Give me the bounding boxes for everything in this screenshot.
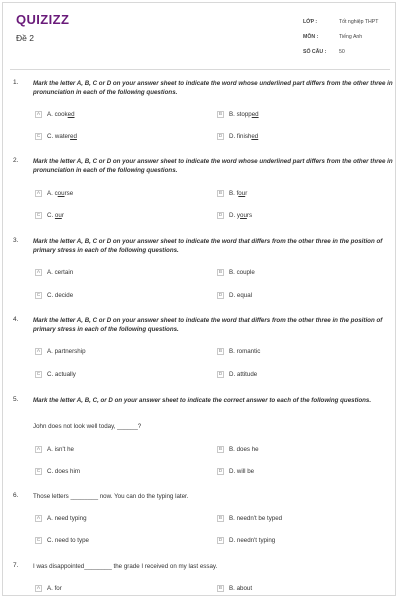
- option-letter-box: B: [218, 585, 223, 591]
- option-a[interactable]: [35, 513, 87, 523]
- question-number: 3.: [13, 237, 19, 244]
- option-d[interactable]: [217, 466, 254, 476]
- option-d[interactable]: [217, 535, 275, 545]
- option-a[interactable]: [35, 267, 73, 277]
- option-letter-box: C: [36, 371, 41, 377]
- option-letter-box: D: [218, 371, 223, 377]
- option-d[interactable]: [217, 369, 257, 379]
- option-text: B. couple: [229, 268, 255, 276]
- question-prompt: John does not look well today, ______?: [33, 423, 142, 430]
- option-letter-box: D: [218, 537, 223, 543]
- option-text: C. need to type: [47, 536, 89, 544]
- question-text: Mark the letter A, B, C or D on your answer sheet to indicate the word whose underlined part differs from the other three in pronunciation in each of the following questions.: [33, 158, 393, 174]
- option-letter-box: B: [218, 348, 223, 354]
- option-letter-box: A: [36, 111, 41, 117]
- meta-row-class: [303, 14, 393, 29]
- meta-info: [303, 14, 393, 59]
- option-d[interactable]: [217, 210, 252, 220]
- quizizz-logo: QUIZIZZ: [16, 12, 70, 27]
- option-letter-box: B: [218, 446, 223, 452]
- option-text: B. stopped: [229, 110, 259, 118]
- option-d[interactable]: [217, 290, 252, 300]
- meta-row-count: [303, 44, 393, 59]
- question-number: 2.: [13, 157, 19, 164]
- option-letter-box: A: [36, 269, 41, 275]
- option-letter-box: A: [36, 348, 41, 354]
- option-letter-box: A: [36, 585, 41, 591]
- option-a[interactable]: [35, 109, 75, 119]
- option-text: A. course: [47, 189, 74, 197]
- question-number: 1.: [13, 79, 19, 86]
- option-b[interactable]: [217, 346, 260, 356]
- question-text: Those letters ________ now. You can do the typing later.: [33, 493, 189, 500]
- option-text: D. yours: [229, 211, 253, 219]
- meta-key: SỐ CÂU :: [303, 48, 327, 55]
- option-text: D. needn't typing: [229, 536, 276, 544]
- option-letter-box: D: [218, 468, 223, 474]
- option-text: B. needn't be typed: [229, 514, 283, 522]
- option-a[interactable]: [35, 444, 74, 454]
- option-letter-box: D: [218, 133, 223, 139]
- option-letter-box: A: [36, 515, 41, 521]
- option-text: A. partnership: [47, 347, 86, 355]
- option-text: B. does he: [229, 445, 259, 453]
- option-c[interactable]: [35, 369, 76, 379]
- question-text: Mark the letter A, B, C, or D on your answer sheet to indicate the correct answer to each of the following questions.: [33, 397, 372, 404]
- question-number: 5.: [13, 396, 19, 403]
- option-b[interactable]: [217, 444, 259, 454]
- option-letter-box: B: [218, 515, 223, 521]
- option-text: A. certain: [47, 268, 74, 276]
- option-text: C. our: [47, 211, 64, 219]
- meta-value: 50: [339, 48, 345, 55]
- option-text: C. does him: [47, 467, 81, 475]
- option-text: D. finished: [229, 132, 259, 140]
- document-title: Đề 2: [16, 33, 34, 43]
- meta-value: Tốt nghiệp THPT: [339, 18, 379, 25]
- option-letter-box: A: [36, 190, 41, 196]
- option-text: B. four: [229, 189, 248, 197]
- option-text: D. equal: [229, 291, 253, 299]
- option-text: A. for: [47, 584, 62, 592]
- header-divider: [10, 69, 390, 70]
- question-text: Mark the letter A, B, C or D on your answer sheet to indicate the word that differs from the other three in the position of primary stress in each of the following questions.: [33, 317, 383, 333]
- question-text: Mark the letter A, B, C or D on your answer sheet to indicate the word that differs from the other three in the position of primary stress in each of the following questions.: [33, 238, 383, 254]
- option-d[interactable]: [217, 131, 258, 141]
- option-a[interactable]: [35, 583, 62, 593]
- option-letter-box: C: [36, 468, 41, 474]
- option-c[interactable]: [35, 131, 77, 141]
- option-a[interactable]: [35, 346, 86, 356]
- question-number: 6.: [13, 492, 19, 499]
- option-letter-box: B: [218, 111, 223, 117]
- option-letter-box: B: [218, 269, 223, 275]
- question-number: 4.: [13, 316, 19, 323]
- option-text: C. decide: [47, 291, 74, 299]
- question-number: 7.: [13, 562, 19, 569]
- option-text: C. actually: [47, 370, 76, 378]
- question-text: I was disappointed________ the grade I received on my last essay.: [33, 563, 218, 570]
- option-text: D. will be: [229, 467, 255, 475]
- option-b[interactable]: [217, 513, 282, 523]
- option-letter-box: D: [218, 292, 223, 298]
- option-text: A. need typing: [47, 514, 87, 522]
- option-b[interactable]: [217, 188, 247, 198]
- option-text: A. isn't he: [47, 445, 74, 453]
- option-letter-box: C: [36, 292, 41, 298]
- question-text: Mark the letter A, B, C or D on your answer sheet to indicate the word whose underlined part differs from the other three in pronunciation in each of the following questions.: [33, 80, 393, 96]
- option-letter-box: A: [36, 446, 41, 452]
- option-letter-box: C: [36, 133, 41, 139]
- option-c[interactable]: [35, 290, 73, 300]
- option-text: D. attitude: [229, 370, 258, 378]
- meta-key: MÔN :: [303, 33, 319, 40]
- option-c[interactable]: [35, 535, 89, 545]
- option-c[interactable]: [35, 466, 80, 476]
- meta-key: LỚP :: [303, 18, 318, 25]
- option-b[interactable]: [217, 583, 252, 593]
- option-a[interactable]: [35, 188, 73, 198]
- option-text: B. romantic: [229, 347, 261, 355]
- option-c[interactable]: [35, 210, 64, 220]
- option-letter-box: C: [36, 537, 41, 543]
- option-text: C. watered: [47, 132, 77, 140]
- option-letter-box: D: [218, 212, 223, 218]
- option-text: A. cooked: [47, 110, 75, 118]
- option-letter-box: B: [218, 190, 223, 196]
- meta-value: Tiếng Anh: [339, 33, 363, 40]
- option-b[interactable]: [217, 109, 259, 119]
- option-b[interactable]: [217, 267, 255, 277]
- option-letter-box: C: [36, 212, 41, 218]
- meta-row-subject: [303, 29, 393, 44]
- option-text: B. about: [229, 584, 253, 592]
